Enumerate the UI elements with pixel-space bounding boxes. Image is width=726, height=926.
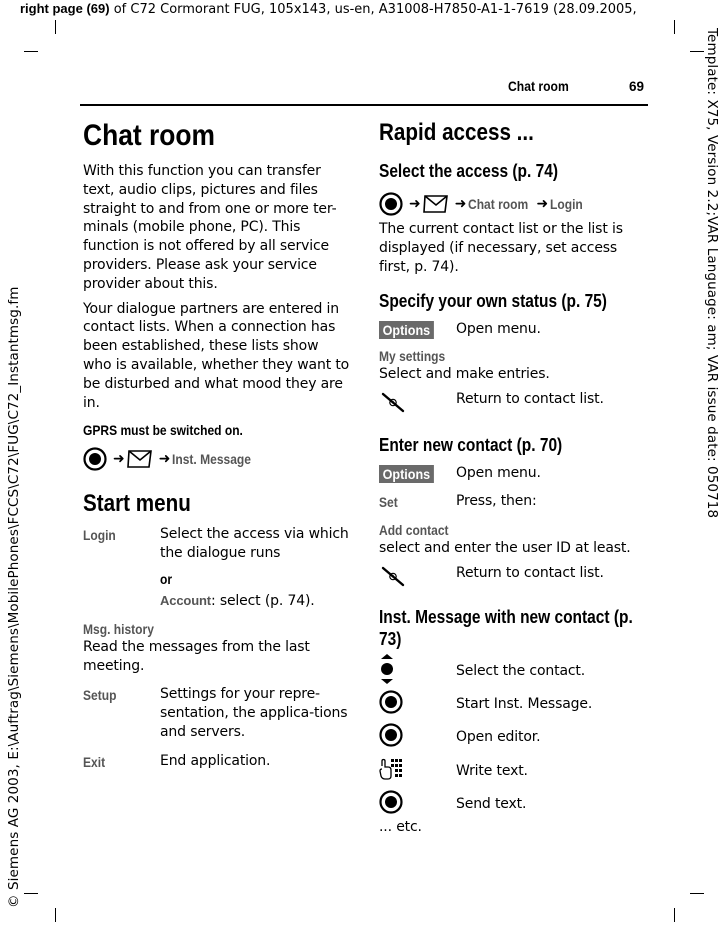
joystick-center-icon [379, 723, 403, 747]
step-text: Start Inst. Message. [456, 695, 593, 712]
menu-text: End application. [160, 752, 271, 769]
crop-mark [690, 51, 704, 52]
crop-mark [690, 893, 704, 894]
path-login: Login [550, 196, 583, 212]
status-back-row [379, 390, 641, 420]
contact-back-row [379, 564, 641, 594]
contact-options-row [379, 464, 641, 484]
page-title: Chat room [83, 119, 215, 152]
path-arrow: ➜ [536, 196, 549, 212]
menu-key: Setup [83, 687, 117, 704]
path-inst-message: Inst. Message [172, 451, 252, 468]
options-softkey: Options [379, 465, 434, 483]
own-status-heading: Specify your own status (p. 75) [379, 291, 607, 312]
menu-path [83, 445, 351, 473]
row-text: Return to contact list. [456, 391, 604, 408]
path-arrow: ➜ [113, 451, 125, 468]
step-row [379, 690, 641, 718]
copyright-margin-text: © Siemens AG 2003, E:\Auftrag\Siemens\MobilePhones\FCCS\C72\FUG\C72_Instantmsg.fm [6, 286, 22, 908]
add-contact-row [379, 520, 641, 558]
select-access-heading: Select the access (p. 74) [379, 161, 558, 181]
end-key-icon [379, 564, 409, 590]
left-column [83, 118, 351, 771]
my-settings-key: My settings [379, 348, 446, 365]
path-arrow: ➜ [409, 196, 421, 212]
joystick-up-down-icon [379, 654, 395, 684]
crop-mark [24, 51, 38, 52]
joystick-center-icon [379, 192, 403, 216]
end-key-icon [379, 390, 409, 416]
my-settings-row [379, 346, 641, 384]
etc-text: ... etc. [379, 818, 422, 835]
step-row [379, 723, 641, 751]
menu-key: Exit [83, 753, 106, 770]
row-text: Return to contact list. [456, 564, 604, 581]
rapid-access-title: Rapid access ... [379, 119, 534, 146]
page-position-label: right page (69) [20, 1, 110, 16]
menu-text: Read the messages from the last meeting. [83, 638, 310, 674]
crop-mark [674, 908, 675, 922]
step-text: Select the contact. [456, 662, 586, 679]
keypad-icon [379, 757, 405, 781]
or-label: or [160, 570, 173, 587]
menu-row-exit [83, 752, 351, 771]
inst-new-heading: Inst. Message with new contact (p. 73) [379, 606, 633, 649]
path-chat-room: Chat room [468, 196, 529, 212]
document-info-text: of C72 Cormorant FUG, 105x143, us-en, A31008-H7850-A1-1-7619 (28.09.2005, [109, 2, 637, 17]
joystick-center-icon [379, 690, 403, 714]
new-contact-heading: Enter new contact (p. 70) [379, 435, 563, 456]
template-margin-text: Template: X75, Version 2.2;VAR Language: am; VAR issue date: 050718 [704, 28, 720, 519]
header-title: Chat room [508, 79, 569, 94]
menu-text: Select the access via which the dialogue runs [160, 526, 349, 562]
intro-paragraph: With this function you can transfer text, audio clips, pictures and files straight to and from one or more ter-minals (mobile phone, PC). This function is not offered by all service providers. Please ask your service provider about this. [83, 163, 337, 292]
step-text: Write text. [456, 762, 528, 779]
menu-key: Msg. history [83, 620, 154, 637]
step-text: Send text. [456, 795, 527, 812]
path-arrow: ➜ [454, 196, 467, 212]
contact-list-paragraph: Your dialogue partners are entered in contact lists. When a connection has been established, these lists show who is available, whether they want to be disturbed and what mood they are in. [83, 300, 350, 411]
add-contact-key: Add contact [379, 522, 449, 539]
row-text: Open menu. [456, 321, 541, 338]
status-options-row [379, 320, 641, 340]
account-text: : select (p. 74). [210, 592, 315, 609]
menu-text: Settings for your repre-sentation, the applica-tions and servers. [160, 686, 348, 740]
joystick-center-icon [83, 447, 107, 471]
joystick-center-icon [379, 790, 403, 814]
row-text: Open menu. [456, 465, 541, 482]
set-key: Set [379, 494, 398, 511]
menu-row-history [83, 619, 351, 676]
envelope-icon [423, 193, 449, 215]
crop-mark [55, 908, 56, 922]
options-softkey: Options [379, 321, 434, 339]
crop-mark [674, 20, 675, 34]
right-column [379, 118, 641, 837]
account-key: Account [160, 592, 211, 608]
step-row [379, 757, 641, 785]
start-menu-title: Start menu [83, 490, 191, 518]
document-info-line [20, 0, 720, 19]
crop-mark [24, 893, 38, 894]
step-row [379, 790, 641, 818]
menu-row-login [83, 525, 351, 610]
menu-key: Login [83, 527, 116, 544]
running-header [80, 76, 648, 106]
row-text: Select and make entries. [379, 366, 550, 383]
step-row [379, 656, 641, 686]
row-text: Press, then: [456, 493, 537, 510]
access-description: The current contact list or the list is displayed (if necessary, set access first, p. 74). [379, 221, 623, 275]
menu-row-setup [83, 685, 351, 741]
page-number: 69 [628, 79, 644, 94]
path-arrow: ➜ [158, 451, 171, 468]
set-row [379, 492, 641, 512]
envelope-icon [127, 448, 153, 470]
step-text: Open editor. [456, 728, 541, 745]
crop-mark [55, 20, 56, 34]
gprs-condition: GPRS must be switched on. [83, 422, 243, 439]
access-path [379, 190, 641, 218]
row-text: select and enter the user ID at least. [379, 540, 631, 557]
